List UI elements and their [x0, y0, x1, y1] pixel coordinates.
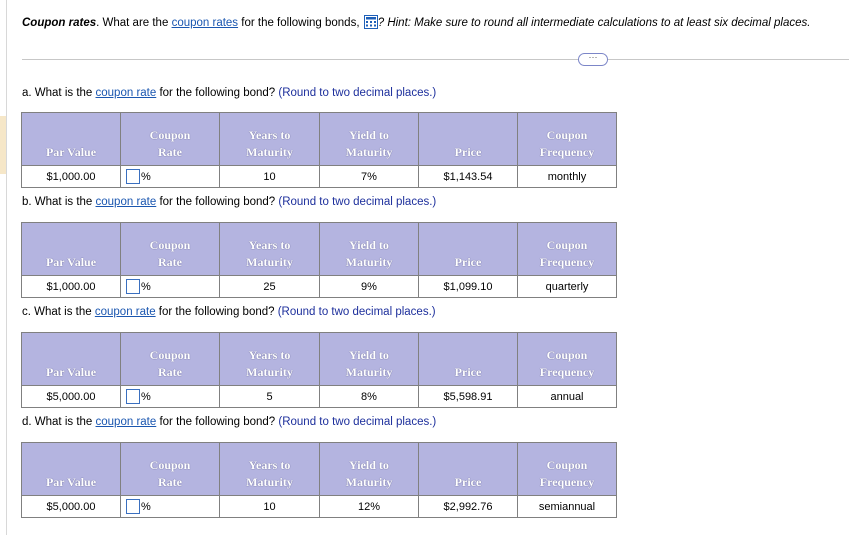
coupon-rate-cell — [121, 386, 220, 408]
table-row — [22, 166, 617, 188]
question-c-suffix: for the following bond? — [155, 306, 278, 318]
percent-sign: % — [141, 170, 151, 183]
coupon-rate-link-a[interactable]: coupon rate — [95, 87, 157, 99]
left-border — [6, 0, 7, 535]
col-price: Price — [419, 333, 518, 386]
par-value-cell: $1,000.00 — [22, 276, 121, 298]
col-coupon-frequency: Coupon Frequency — [518, 443, 617, 496]
coupon-rate-cell — [121, 166, 220, 188]
col-par-value: Par Value — [22, 223, 121, 276]
table-row — [22, 386, 617, 408]
question-a — [22, 87, 436, 99]
col-coupon-frequency: Coupon Frequency — [518, 223, 617, 276]
yield-cell: 9% — [320, 276, 419, 298]
question-a-prefix: a. What is the — [22, 87, 96, 99]
round-instruction-d: (Round to two decimal places.) — [278, 416, 437, 428]
coupon-rate-cell — [121, 496, 220, 518]
percent-sign: % — [141, 500, 151, 513]
years-cell: 5 — [220, 386, 320, 408]
table-row — [22, 276, 617, 298]
coupon-rate-link-b[interactable]: coupon rate — [95, 196, 157, 208]
table-header-row — [22, 223, 617, 276]
active-row-marker — [0, 116, 6, 174]
col-coupon-frequency: Coupon Frequency — [518, 333, 617, 386]
hint-text: ? Hint: Make sure to round all intermediate calculations to at least six decimal places. — [377, 17, 811, 29]
question-title: Coupon rates — [22, 17, 97, 29]
frequency-cell: monthly — [518, 166, 617, 188]
frequency-cell: annual — [518, 386, 617, 408]
par-value-cell: $1,000.00 — [22, 166, 121, 188]
round-instruction-b: (Round to two decimal places.) — [278, 196, 437, 208]
section-divider — [22, 59, 849, 60]
bond-table-b — [21, 222, 617, 298]
years-cell: 10 — [220, 166, 320, 188]
price-cell: $5,598.91 — [419, 386, 518, 408]
price-cell: $1,143.54 — [419, 166, 518, 188]
table-row — [22, 496, 617, 518]
coupon-rate-input-a[interactable] — [126, 169, 140, 184]
coupon-rate-link-d[interactable]: coupon rate — [95, 416, 157, 428]
coupon-rate-input-d[interactable] — [126, 499, 140, 514]
col-coupon-rate: Coupon Rate — [121, 223, 220, 276]
col-years-to-maturity: Years to Maturity — [220, 443, 320, 496]
col-par-value: Par Value — [22, 333, 121, 386]
col-coupon-frequency: Coupon Frequency — [518, 113, 617, 166]
col-price: Price — [419, 443, 518, 496]
coupon-rate-link-c[interactable]: coupon rate — [94, 306, 156, 318]
col-years-to-maturity: Years to Maturity — [220, 333, 320, 386]
coupon-rate-input-b[interactable] — [126, 279, 140, 294]
bond-table-d — [21, 442, 617, 518]
yield-cell: 8% — [320, 386, 419, 408]
frequency-cell: semiannual — [518, 496, 617, 518]
col-coupon-rate: Coupon Rate — [121, 333, 220, 386]
bond-table-c — [21, 332, 617, 408]
intro-text: . What are the — [96, 17, 172, 29]
coupon-rate-input-c[interactable] — [126, 389, 140, 404]
question-b — [22, 196, 436, 208]
col-yield-to-maturity: Yield to Maturity — [320, 443, 419, 496]
coupon-rates-link[interactable]: coupon rates — [171, 17, 239, 29]
question-header — [22, 15, 810, 29]
expand-more-button[interactable]: ··· — [578, 53, 608, 66]
col-price: Price — [419, 223, 518, 276]
col-price: Price — [419, 113, 518, 166]
col-par-value: Par Value — [22, 113, 121, 166]
after-link-text: for the following bonds, — [238, 17, 363, 29]
round-instruction-a: (Round to two decimal places.) — [278, 87, 437, 99]
table-header-row — [22, 333, 617, 386]
price-cell: $2,992.76 — [419, 496, 518, 518]
question-c-prefix: c. What is the — [22, 306, 95, 318]
col-yield-to-maturity: Yield to Maturity — [320, 113, 419, 166]
question-c — [22, 306, 436, 318]
percent-sign: % — [141, 390, 151, 403]
years-cell: 10 — [220, 496, 320, 518]
frequency-cell: quarterly — [518, 276, 617, 298]
coupon-rate-cell — [121, 276, 220, 298]
col-par-value: Par Value — [22, 443, 121, 496]
calculator-icon[interactable] — [364, 15, 378, 29]
price-cell: $1,099.10 — [419, 276, 518, 298]
col-years-to-maturity: Years to Maturity — [220, 223, 320, 276]
col-years-to-maturity: Years to Maturity — [220, 113, 320, 166]
question-d-prefix: d. What is the — [22, 416, 96, 428]
percent-sign: % — [141, 280, 151, 293]
col-coupon-rate: Coupon Rate — [121, 443, 220, 496]
par-value-cell: $5,000.00 — [22, 386, 121, 408]
yield-cell: 7% — [320, 166, 419, 188]
question-d-suffix: for the following bond? — [156, 416, 279, 428]
col-yield-to-maturity: Yield to Maturity — [320, 333, 419, 386]
table-header-row — [22, 113, 617, 166]
question-a-suffix: for the following bond? — [156, 87, 279, 99]
table-header-row — [22, 443, 617, 496]
question-b-prefix: b. What is the — [22, 196, 96, 208]
years-cell: 25 — [220, 276, 320, 298]
par-value-cell: $5,000.00 — [22, 496, 121, 518]
question-d — [22, 416, 436, 428]
round-instruction-c: (Round to two decimal places.) — [277, 306, 436, 318]
question-b-suffix: for the following bond? — [156, 196, 279, 208]
yield-cell: 12% — [320, 496, 419, 518]
bond-table-a — [21, 112, 617, 188]
col-yield-to-maturity: Yield to Maturity — [320, 223, 419, 276]
col-coupon-rate: Coupon Rate — [121, 113, 220, 166]
